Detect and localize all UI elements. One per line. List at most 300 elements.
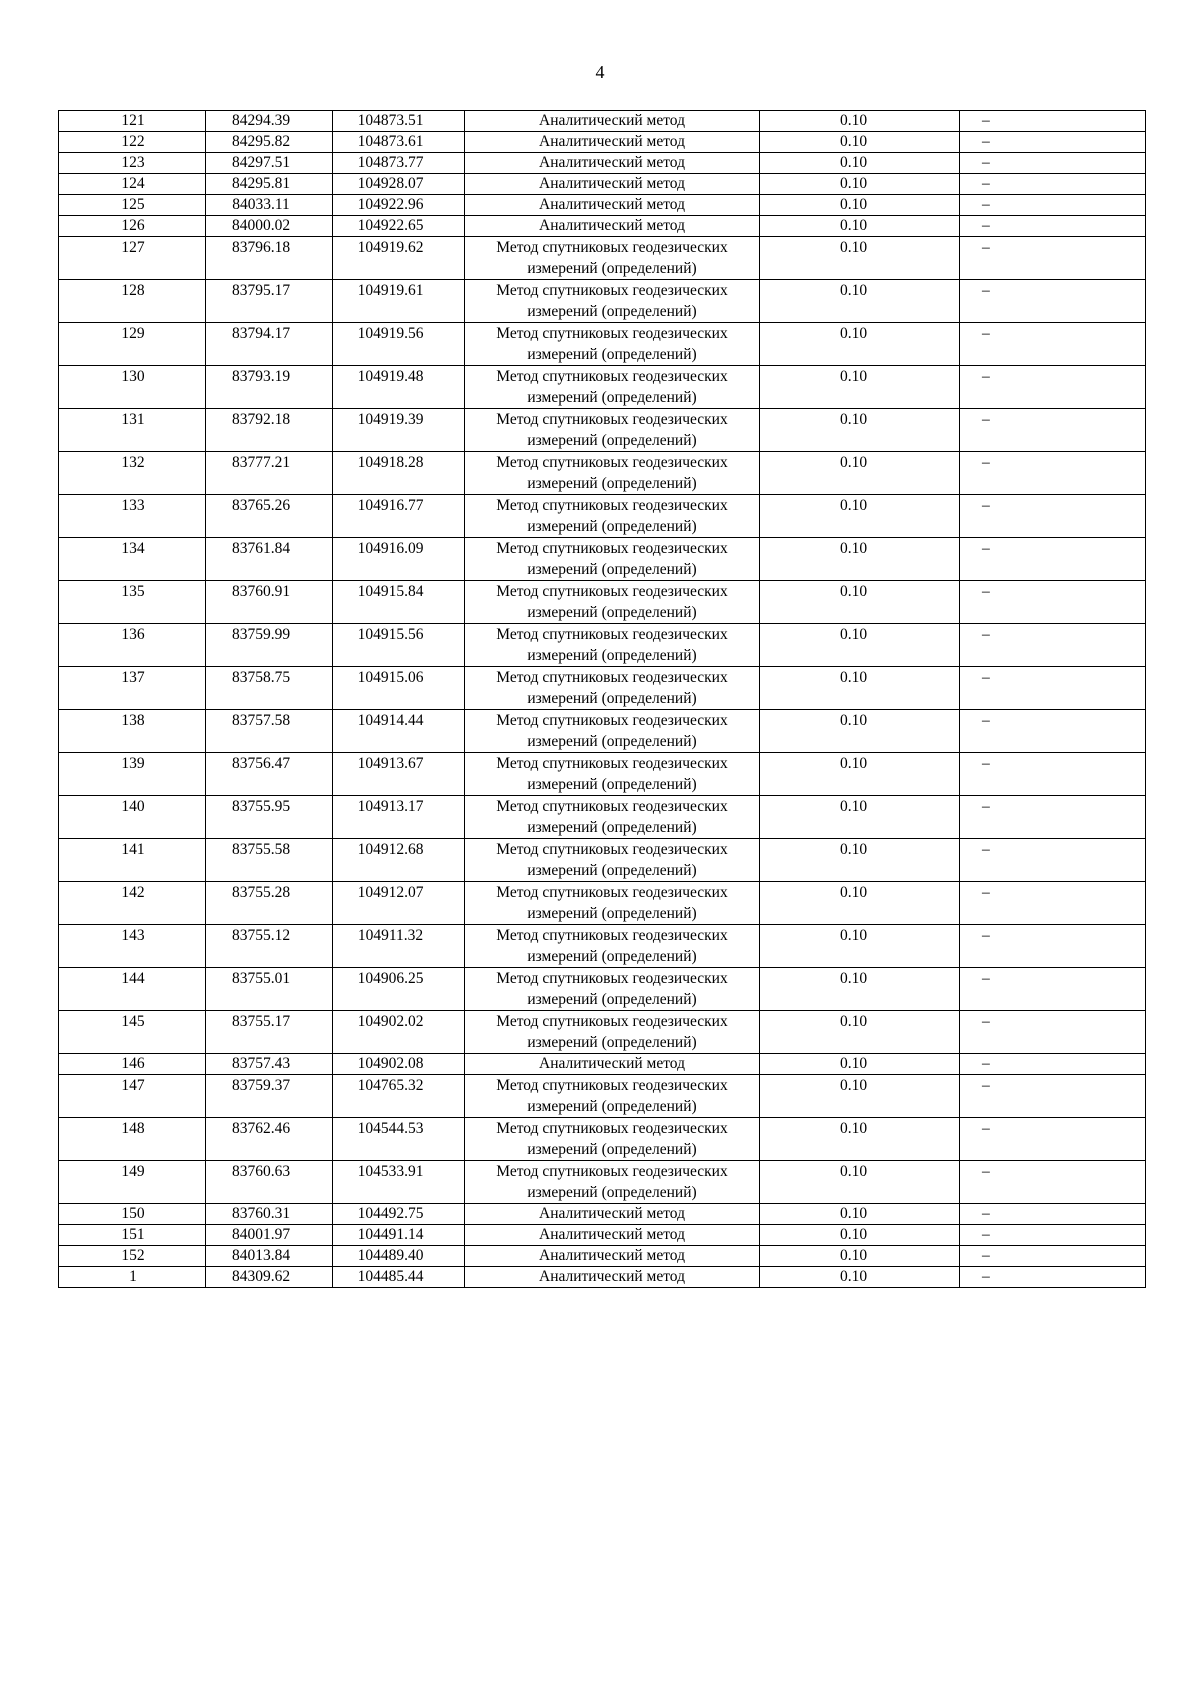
table-row <box>59 1204 1146 1225</box>
x-coordinate-text: 83755.12 <box>231 927 291 944</box>
point-number-text: 147 <box>121 1077 145 1094</box>
accuracy-text: 0.10 <box>839 239 868 256</box>
note-text: – <box>982 583 990 600</box>
note-text: – <box>982 325 990 342</box>
point-number-cell <box>59 1011 206 1054</box>
method-cell <box>465 1246 760 1267</box>
point-number-text: 123 <box>121 154 145 171</box>
accuracy-text: 0.10 <box>839 133 868 150</box>
y-coordinate-cell <box>333 1161 465 1204</box>
table-row <box>59 753 1146 796</box>
method-cell <box>465 839 760 882</box>
point-number-cell <box>59 153 206 174</box>
table-row <box>59 538 1146 581</box>
x-coordinate-text: 84309.62 <box>231 1268 291 1285</box>
x-coordinate-cell <box>206 1267 333 1288</box>
y-coordinate-text: 104916.77 <box>357 497 424 514</box>
point-number-cell <box>59 323 206 366</box>
y-coordinate-text: 104902.02 <box>357 1013 424 1030</box>
note-text: – <box>982 798 990 815</box>
y-coordinate-text: 104919.56 <box>357 325 424 342</box>
table-row <box>59 280 1146 323</box>
table-row <box>59 1161 1146 1204</box>
method-cell <box>465 882 760 925</box>
accuracy-text: 0.10 <box>839 154 868 171</box>
y-coordinate-text: 104919.39 <box>357 411 424 428</box>
x-coordinate-cell <box>206 1075 333 1118</box>
point-number-text: 144 <box>121 970 145 987</box>
accuracy-text: 0.10 <box>839 626 868 643</box>
method-text: Метод спутниковых геодезических измерений (определений) <box>496 282 728 320</box>
x-coordinate-text: 84001.97 <box>231 1226 291 1243</box>
accuracy-cell <box>760 1204 960 1225</box>
note-text: – <box>982 1077 990 1094</box>
method-text: Метод спутниковых геодезических измерений (определений) <box>496 669 728 707</box>
table-row <box>59 839 1146 882</box>
method-cell <box>465 132 760 153</box>
x-coordinate-text: 83762.46 <box>231 1120 291 1137</box>
point-number-cell <box>59 366 206 409</box>
y-coordinate-text: 104919.62 <box>357 239 424 256</box>
table-row <box>59 1118 1146 1161</box>
point-number-text: 151 <box>121 1226 145 1243</box>
accuracy-cell <box>760 1075 960 1118</box>
note-cell <box>960 195 1146 216</box>
note-text: – <box>982 196 990 213</box>
method-cell <box>465 581 760 624</box>
x-coordinate-text: 84295.82 <box>231 133 291 150</box>
accuracy-cell <box>760 1267 960 1288</box>
point-number-text: 127 <box>121 239 145 256</box>
point-number-text: 139 <box>121 755 145 772</box>
x-coordinate-cell <box>206 1204 333 1225</box>
y-coordinate-cell <box>333 925 465 968</box>
accuracy-text: 0.10 <box>839 1013 868 1030</box>
note-cell <box>960 1075 1146 1118</box>
accuracy-text: 0.10 <box>839 497 868 514</box>
table-row <box>59 195 1146 216</box>
note-text: – <box>982 669 990 686</box>
point-number-cell <box>59 667 206 710</box>
note-text: – <box>982 1120 990 1137</box>
x-coordinate-text: 83794.17 <box>231 325 291 342</box>
accuracy-text: 0.10 <box>839 454 868 471</box>
point-number-cell <box>59 882 206 925</box>
x-coordinate-cell <box>206 1118 333 1161</box>
method-cell <box>465 1267 760 1288</box>
point-number-text: 141 <box>121 841 145 858</box>
y-coordinate-text: 104915.06 <box>357 669 424 686</box>
y-coordinate-cell <box>333 174 465 195</box>
x-coordinate-text: 83760.63 <box>231 1163 291 1180</box>
point-number-cell <box>59 1246 206 1267</box>
y-coordinate-cell <box>333 796 465 839</box>
accuracy-cell <box>760 839 960 882</box>
x-coordinate-cell <box>206 195 333 216</box>
note-text: – <box>982 884 990 901</box>
method-cell <box>465 409 760 452</box>
x-coordinate-text: 83755.01 <box>231 970 291 987</box>
note-cell <box>960 132 1146 153</box>
method-text: Аналитический метод <box>539 1268 685 1285</box>
x-coordinate-cell <box>206 323 333 366</box>
accuracy-cell <box>760 667 960 710</box>
x-coordinate-text: 83793.19 <box>231 368 291 385</box>
table-row <box>59 495 1146 538</box>
x-coordinate-cell <box>206 538 333 581</box>
y-coordinate-cell <box>333 495 465 538</box>
note-cell <box>960 1118 1146 1161</box>
x-coordinate-text: 83792.18 <box>231 411 291 428</box>
point-number-text: 128 <box>121 282 145 299</box>
y-coordinate-cell <box>333 1075 465 1118</box>
y-coordinate-cell <box>333 1054 465 1075</box>
note-cell <box>960 323 1146 366</box>
accuracy-text: 0.10 <box>839 712 868 729</box>
note-text: – <box>982 1226 990 1243</box>
accuracy-cell <box>760 1225 960 1246</box>
method-cell <box>465 796 760 839</box>
point-number-cell <box>59 1075 206 1118</box>
accuracy-text: 0.10 <box>839 175 868 192</box>
note-text: – <box>982 239 990 256</box>
y-coordinate-text: 104914.44 <box>357 712 424 729</box>
note-cell <box>960 1225 1146 1246</box>
accuracy-text: 0.10 <box>839 884 868 901</box>
point-number-text: 148 <box>121 1120 145 1137</box>
y-coordinate-cell <box>333 1225 465 1246</box>
method-cell <box>465 174 760 195</box>
note-cell <box>960 968 1146 1011</box>
point-number-cell <box>59 710 206 753</box>
x-coordinate-text: 83760.31 <box>231 1205 291 1222</box>
method-text: Метод спутниковых геодезических измерений (определений) <box>496 712 728 750</box>
note-cell <box>960 111 1146 132</box>
method-text: Метод спутниковых геодезических измерений (определений) <box>496 1120 728 1158</box>
method-text: Метод спутниковых геодезических измерений (определений) <box>496 884 728 922</box>
x-coordinate-cell <box>206 153 333 174</box>
method-text: Аналитический метод <box>539 1205 685 1222</box>
accuracy-cell <box>760 710 960 753</box>
x-coordinate-cell <box>206 624 333 667</box>
accuracy-cell <box>760 280 960 323</box>
x-coordinate-text: 84000.02 <box>231 217 291 234</box>
x-coordinate-text: 83757.43 <box>231 1055 291 1072</box>
table-row <box>59 581 1146 624</box>
note-text: – <box>982 454 990 471</box>
accuracy-text: 0.10 <box>839 1055 868 1072</box>
note-text: – <box>982 368 990 385</box>
point-number-text: 138 <box>121 712 145 729</box>
method-text: Метод спутниковых геодезических измерений (определений) <box>496 755 728 793</box>
note-cell <box>960 1011 1146 1054</box>
table-row <box>59 925 1146 968</box>
y-coordinate-text: 104491.14 <box>357 1226 424 1243</box>
accuracy-text: 0.10 <box>839 841 868 858</box>
accuracy-text: 0.10 <box>839 970 868 987</box>
x-coordinate-text: 83759.99 <box>231 626 291 643</box>
x-coordinate-cell <box>206 174 333 195</box>
method-cell <box>465 366 760 409</box>
note-cell <box>960 366 1146 409</box>
method-text: Аналитический метод <box>539 217 685 234</box>
method-text: Метод спутниковых геодезических измерений (определений) <box>496 626 728 664</box>
accuracy-cell <box>760 796 960 839</box>
table-row <box>59 710 1146 753</box>
method-text: Аналитический метод <box>539 1226 685 1243</box>
accuracy-cell <box>760 132 960 153</box>
point-number-cell <box>59 925 206 968</box>
point-number-cell <box>59 237 206 280</box>
note-text: – <box>982 1013 990 1030</box>
method-cell <box>465 280 760 323</box>
x-coordinate-cell <box>206 581 333 624</box>
table-row <box>59 237 1146 280</box>
table-row <box>59 1246 1146 1267</box>
method-cell <box>465 1011 760 1054</box>
method-cell <box>465 968 760 1011</box>
y-coordinate-cell <box>333 237 465 280</box>
x-coordinate-cell <box>206 882 333 925</box>
accuracy-cell <box>760 195 960 216</box>
note-text: – <box>982 1247 990 1264</box>
x-coordinate-text: 83765.26 <box>231 497 291 514</box>
x-coordinate-cell <box>206 796 333 839</box>
note-text: – <box>982 712 990 729</box>
note-cell <box>960 667 1146 710</box>
x-coordinate-text: 84294.39 <box>231 112 291 129</box>
point-number-cell <box>59 1161 206 1204</box>
y-coordinate-cell <box>333 216 465 237</box>
point-number-cell <box>59 409 206 452</box>
x-coordinate-text: 83795.17 <box>231 282 291 299</box>
y-coordinate-text: 104919.61 <box>357 282 424 299</box>
x-coordinate-text: 83758.75 <box>231 669 291 686</box>
point-number-text: 124 <box>121 175 145 192</box>
method-cell <box>465 1204 760 1225</box>
method-text: Метод спутниковых геодезических измерений (определений) <box>496 497 728 535</box>
y-coordinate-text: 104928.07 <box>357 175 424 192</box>
method-cell <box>465 925 760 968</box>
method-text: Метод спутниковых геодезических измерений (определений) <box>496 1163 728 1201</box>
accuracy-text: 0.10 <box>839 368 868 385</box>
note-text: – <box>982 133 990 150</box>
table-row <box>59 452 1146 495</box>
y-coordinate-cell <box>333 452 465 495</box>
x-coordinate-cell <box>206 280 333 323</box>
accuracy-text: 0.10 <box>839 1226 868 1243</box>
table-row <box>59 366 1146 409</box>
point-number-text: 145 <box>121 1013 145 1030</box>
y-coordinate-text: 104873.61 <box>357 133 424 150</box>
x-coordinate-text: 84013.84 <box>231 1247 291 1264</box>
note-text: – <box>982 1055 990 1072</box>
table-row <box>59 409 1146 452</box>
accuracy-cell <box>760 153 960 174</box>
point-number-cell <box>59 495 206 538</box>
y-coordinate-text: 104873.51 <box>357 112 424 129</box>
note-cell <box>960 581 1146 624</box>
method-cell <box>465 153 760 174</box>
y-coordinate-text: 104916.09 <box>357 540 424 557</box>
point-number-cell <box>59 753 206 796</box>
y-coordinate-text: 104485.44 <box>357 1268 424 1285</box>
point-number-text: 137 <box>121 669 145 686</box>
x-coordinate-cell <box>206 667 333 710</box>
y-coordinate-text: 104922.65 <box>357 217 424 234</box>
note-cell <box>960 882 1146 925</box>
note-text: – <box>982 841 990 858</box>
note-cell <box>960 710 1146 753</box>
point-number-cell <box>59 538 206 581</box>
point-number-text: 142 <box>121 884 145 901</box>
y-coordinate-text: 104544.53 <box>357 1120 424 1137</box>
method-text: Метод спутниковых геодезических измерений (определений) <box>496 454 728 492</box>
point-number-cell <box>59 111 206 132</box>
y-coordinate-cell <box>333 409 465 452</box>
method-text: Аналитический метод <box>539 112 685 129</box>
method-cell <box>465 216 760 237</box>
note-text: – <box>982 497 990 514</box>
point-number-text: 150 <box>121 1205 145 1222</box>
accuracy-cell <box>760 216 960 237</box>
y-coordinate-cell <box>333 882 465 925</box>
note-text: – <box>982 154 990 171</box>
y-coordinate-cell <box>333 968 465 1011</box>
method-text: Аналитический метод <box>539 1055 685 1072</box>
x-coordinate-text: 83756.47 <box>231 755 291 772</box>
note-text: – <box>982 217 990 234</box>
y-coordinate-cell <box>333 1246 465 1267</box>
x-coordinate-text: 83760.91 <box>231 583 291 600</box>
y-coordinate-cell <box>333 195 465 216</box>
point-number-cell <box>59 968 206 1011</box>
accuracy-cell <box>760 323 960 366</box>
note-cell <box>960 237 1146 280</box>
point-number-text: 140 <box>121 798 145 815</box>
point-number-cell <box>59 839 206 882</box>
accuracy-cell <box>760 538 960 581</box>
y-coordinate-cell <box>333 624 465 667</box>
y-coordinate-cell <box>333 366 465 409</box>
note-cell <box>960 153 1146 174</box>
accuracy-cell <box>760 111 960 132</box>
method-cell <box>465 1161 760 1204</box>
note-cell <box>960 1246 1146 1267</box>
x-coordinate-cell <box>206 366 333 409</box>
x-coordinate-text: 84033.11 <box>232 196 290 213</box>
note-text: – <box>982 970 990 987</box>
accuracy-text: 0.10 <box>839 1120 868 1137</box>
note-cell <box>960 495 1146 538</box>
point-number-cell <box>59 174 206 195</box>
y-coordinate-cell <box>333 1204 465 1225</box>
y-coordinate-text: 104918.28 <box>357 454 424 471</box>
method-cell <box>465 195 760 216</box>
note-cell <box>960 1161 1146 1204</box>
note-text: – <box>982 626 990 643</box>
note-text: – <box>982 175 990 192</box>
table-row <box>59 1011 1146 1054</box>
y-coordinate-text: 104913.67 <box>357 755 424 772</box>
method-cell <box>465 1075 760 1118</box>
y-coordinate-text: 104533.91 <box>357 1163 424 1180</box>
point-number-text: 1 <box>129 1268 137 1285</box>
accuracy-text: 0.10 <box>839 583 868 600</box>
x-coordinate-cell <box>206 495 333 538</box>
note-text: – <box>982 540 990 557</box>
note-cell <box>960 624 1146 667</box>
table-row <box>59 323 1146 366</box>
y-coordinate-cell <box>333 1267 465 1288</box>
method-text: Метод спутниковых геодезических измерений (определений) <box>496 411 728 449</box>
table-row <box>59 132 1146 153</box>
point-number-text: 121 <box>121 112 145 129</box>
method-text: Метод спутниковых геодезических измерений (определений) <box>496 798 728 836</box>
table-row <box>59 1075 1146 1118</box>
note-cell <box>960 1054 1146 1075</box>
point-number-text: 146 <box>121 1055 145 1072</box>
method-text: Аналитический метод <box>539 133 685 150</box>
method-cell <box>465 624 760 667</box>
method-text: Аналитический метод <box>539 196 685 213</box>
y-coordinate-text: 104492.75 <box>357 1205 424 1222</box>
accuracy-text: 0.10 <box>839 1205 868 1222</box>
point-number-cell <box>59 624 206 667</box>
y-coordinate-cell <box>333 538 465 581</box>
y-coordinate-text: 104915.84 <box>357 583 424 600</box>
method-text: Метод спутниковых геодезических измерений (определений) <box>496 239 728 277</box>
y-coordinate-text: 104911.32 <box>357 927 424 944</box>
y-coordinate-text: 104906.25 <box>357 970 424 987</box>
point-number-text: 125 <box>121 196 145 213</box>
point-number-cell <box>59 1204 206 1225</box>
point-number-text: 135 <box>121 583 145 600</box>
x-coordinate-cell <box>206 409 333 452</box>
point-number-cell <box>59 1225 206 1246</box>
point-number-cell <box>59 1267 206 1288</box>
x-coordinate-cell <box>206 216 333 237</box>
note-text: – <box>982 1163 990 1180</box>
y-coordinate-cell <box>333 839 465 882</box>
point-number-text: 131 <box>121 411 145 428</box>
x-coordinate-text: 83761.84 <box>231 540 291 557</box>
page-number: 4 <box>595 62 605 82</box>
table-row <box>59 968 1146 1011</box>
method-text: Метод спутниковых геодезических измерений (определений) <box>496 368 728 406</box>
point-number-cell <box>59 1118 206 1161</box>
point-number-cell <box>59 216 206 237</box>
method-text: Метод спутниковых геодезических измерений (определений) <box>496 1013 728 1051</box>
table-row <box>59 1267 1146 1288</box>
method-text: Метод спутниковых геодезических измерений (определений) <box>496 583 728 621</box>
table-row <box>59 174 1146 195</box>
accuracy-cell <box>760 882 960 925</box>
accuracy-cell <box>760 366 960 409</box>
y-coordinate-cell <box>333 153 465 174</box>
accuracy-text: 0.10 <box>839 1247 868 1264</box>
y-coordinate-cell <box>333 111 465 132</box>
accuracy-cell <box>760 452 960 495</box>
method-text: Аналитический метод <box>539 1247 685 1264</box>
accuracy-cell <box>760 1011 960 1054</box>
accuracy-text: 0.10 <box>839 540 868 557</box>
method-text: Метод спутниковых геодезических измерений (определений) <box>496 970 728 1008</box>
table-row <box>59 667 1146 710</box>
method-cell <box>465 1054 760 1075</box>
x-coordinate-cell <box>206 839 333 882</box>
y-coordinate-cell <box>333 581 465 624</box>
